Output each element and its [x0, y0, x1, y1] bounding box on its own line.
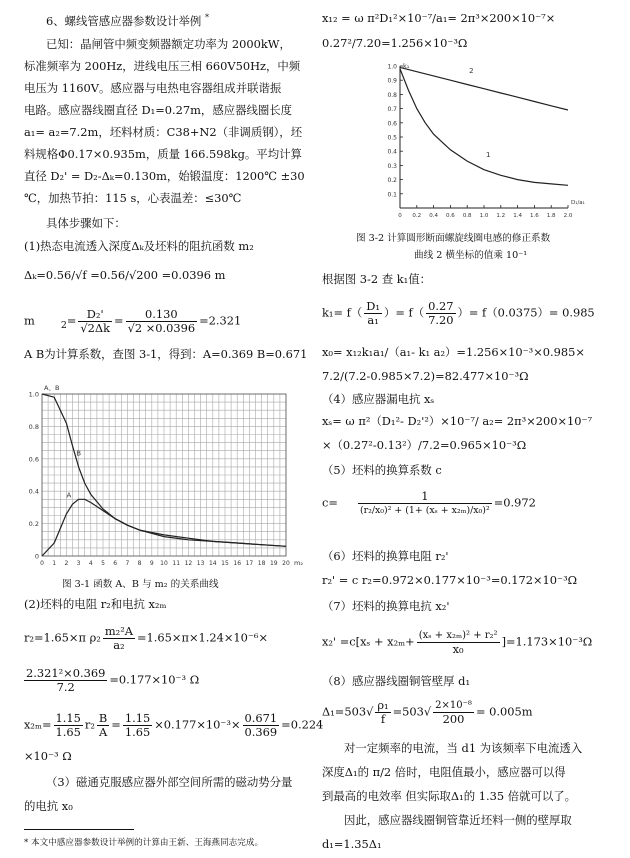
- step-1-title: (1)热态电流透入深度Δₖ及坯料的阻抗函数 m₂: [24, 239, 254, 253]
- equation-c: c= $\frac{1}{\text{(r₂/x₀)² + (1+ (xₛ + x₂ₘ)/x₀)²}}$ =0.972: [322, 489, 536, 516]
- x-tick-label: 8: [137, 560, 142, 567]
- curve-label-1: 1: [485, 150, 491, 159]
- paragraph-line: a₁= a₂=7.2m，坯料材质：C38+N2（非调质钢），坯: [24, 125, 303, 139]
- steps-title: 具体步骤如下：: [46, 216, 126, 230]
- x-tick-label: 5: [101, 560, 105, 567]
- x-tick-label: 0.4: [429, 213, 438, 219]
- y-tick-label: 0.2: [28, 520, 39, 529]
- y-tick-label: 1.0: [387, 63, 397, 71]
- step-2-title: (2)坯料的电阻 r₂和电抗 x₂ₘ: [24, 597, 167, 611]
- equation-delta1: Δ₁=503√ $\frac{\text{ρ₁}}{f}$ =503√ $\frac{\text{2×10⁻⁸}}{200}$ = 0.005m: [322, 698, 533, 726]
- x-tick-label: 1.0: [479, 213, 489, 219]
- step-6-title: （6）坯料的换算电阻 r₂': [322, 549, 449, 563]
- y-tick-label: 0.9: [387, 77, 397, 85]
- x-tick-label: 15: [221, 560, 229, 567]
- x-tick-label: 7: [125, 560, 130, 567]
- paragraph-line: 料规格Φ0.17×0.935m，质量 166.598kg。平均计算: [24, 147, 302, 161]
- equation-x12: x₁₂ = ω π²D₁²×10⁻⁷/a₁= 2π³×200×10⁻⁷×: [322, 11, 556, 25]
- y-tick-label: 0.3: [387, 162, 397, 170]
- y-axis-label: A、B: [44, 384, 60, 392]
- equation-x12-cont: 0.27²/7.20=1.256×10⁻³Ω: [322, 36, 468, 50]
- equation-xs: xₛ= ω π²（D₁²- D₂'²）×10⁻⁷/ a₂= 2π³×200×10⁻⁷: [322, 414, 593, 428]
- paragraph-line: 电路。感应器线圈直径 D₁=0.27m，感应器线圈长度: [24, 103, 293, 117]
- y-tick-label: 0.7: [387, 106, 397, 114]
- equation-x2m-tail: ×10⁻³ Ω: [24, 749, 72, 763]
- paragraph-line: ℃，加热节拍：115 s，心表温差：≤30℃: [24, 191, 242, 205]
- figure-3-1: [24, 380, 308, 570]
- figure-3-2: [378, 58, 585, 228]
- paragraph-line: 电压为 1160V。感应器与电热电容器组成并联谐振: [24, 81, 282, 95]
- chart-3-1-svg: [24, 380, 308, 570]
- equation-r2-prime: r₂' = c r₂=0.972×0.177×10⁻³=0.172×10⁻³Ω: [322, 573, 578, 587]
- x-tick-label: 1.2: [496, 213, 506, 219]
- curve-label-a: A: [66, 491, 72, 500]
- paragraph-line: 直径 D₂' = D₂-Δₖ=0.130m，始锻温度：1200℃ ±30: [24, 169, 305, 183]
- paragraph-line: 到最高的电效率 但实际取Δ₁的 1.35 倍就可以了。: [322, 789, 577, 803]
- x-tick-label: 1.4: [513, 213, 522, 219]
- paragraph-line: 已知：晶闸管中频变频器额定功率为 2000kW，: [46, 37, 291, 51]
- equation-k1: k₁= f（ $\frac{\text{D₁}}{\text{a₁}}$ ）= f（ $\frac{0.27}{7.20}$ ）= f（0.0375）= 0.985: [322, 299, 595, 327]
- x-tick-label: 16: [233, 560, 242, 567]
- x-tick-label: 0.6: [446, 213, 455, 219]
- equation-x2m: x₂ₘ= $\frac{1.15}{1.65}$ r₂ $\frac{B}{A}$ = $\frac{1.15}{1.65}$ ×0.177×10⁻³× $\frac{0.671}{0.369}$ =0.224: [24, 711, 324, 739]
- section-heading: 6、螺线管感应器参数设计举例 *: [46, 13, 209, 28]
- chart-3-2-svg: [378, 58, 585, 228]
- step-3-line: 的电抗 x₀: [24, 799, 73, 813]
- equation-delta-k: Δₖ=0.56/√f =0.56/√200 =0.0396 m: [24, 268, 226, 282]
- chart-background: [378, 58, 578, 228]
- paragraph-line: 深度Δ₁的 π/2 倍时，电阻值最小，感应器可以得: [322, 765, 566, 779]
- x-tick-label: 19: [269, 560, 278, 567]
- y-tick-label: 0.1: [387, 191, 397, 199]
- equation-r2: r₂=1.65×π ρ₂ $\frac{\text{m₂²A}}{\text{a₂}}$ =1.65×π×1.24×10⁻⁶×: [24, 624, 269, 652]
- equation-x0: x₀= x₁₂k₁a₁/（a₁- k₁ a₂）=1.256×10⁻³×0.985×: [322, 345, 585, 359]
- x-tick-label: 17: [245, 560, 254, 567]
- step-7-title: （7）坯料的换算电抗 x₂': [322, 599, 450, 613]
- x-tick-label: 9: [149, 560, 154, 567]
- step-5-title: （5）坯料的换算系数 c: [322, 463, 442, 477]
- y-tick-label: 0.2: [387, 177, 397, 185]
- figure-3-2-caption: 图 3-2 计算圆形断面螺旋线圈电感的修正系数: [356, 233, 551, 244]
- figure-3-1-caption: 图 3-1 函数 A、B 与 m₂ 的关系曲线: [62, 579, 219, 590]
- y-tick-label: 1.0: [28, 390, 39, 399]
- y-tick-label: 0.5: [387, 134, 397, 142]
- x-tick-label: 13: [196, 560, 205, 567]
- x-tick-label: 1.8: [546, 213, 556, 219]
- x-tick-label: 11: [172, 560, 181, 567]
- footnote: * 本文中感应器参数设计举例的计算由王新、王海燕同志完成。: [24, 838, 264, 848]
- y-axis-label: k₁: [403, 62, 410, 70]
- x-tick-label: 0: [40, 560, 44, 567]
- coefficients-ab: A B为计算系数，查图 3-1，得到：A=0.369 B=0.671: [24, 347, 308, 361]
- x-tick-label: 2: [64, 560, 69, 567]
- x-tick-label: 2.0: [563, 213, 573, 219]
- step-4-title: （4）感应器漏电抗 xₛ: [322, 392, 435, 406]
- equation-x0-cont: 7.2/(7.2-0.985×7.2)=82.477×10⁻³Ω: [322, 369, 529, 383]
- x-tick-label: 10: [160, 560, 168, 567]
- curve-label-b: B: [76, 449, 82, 458]
- x-tick-label: 3: [76, 560, 81, 567]
- y-tick-label: 0: [34, 552, 39, 561]
- x-axis-label: D₁/a₁: [571, 200, 585, 206]
- x-tick-label: 0: [398, 213, 402, 219]
- x-tick-label: 18: [257, 560, 266, 567]
- x-tick-label: 1: [52, 560, 57, 567]
- figure-3-2-note: 曲线 2 横坐标的值乘 10⁻¹: [414, 250, 528, 261]
- curve-label-2: 2: [469, 67, 474, 76]
- y-tick-label: 0.6: [28, 455, 39, 464]
- y-tick-label: 0.8: [387, 91, 397, 99]
- x-tick-label: 0.8: [462, 213, 472, 219]
- paragraph-line: 对一定频率的电流，当 d1 为该频率下电流透入: [344, 741, 583, 755]
- x-tick-label: 1.6: [530, 213, 539, 219]
- footnote-rule: [24, 829, 134, 830]
- lookup-k1: 根据图 3-2 查 k₁值：: [322, 272, 432, 286]
- x-axis-label: m₂: [294, 559, 303, 567]
- equation-r2-cont: $\frac{\text{2.321²×0.369}}{7.2}$ =0.177×10⁻³ Ω: [26, 666, 200, 694]
- equation-xs-cont: ×（0.27²-0.13²）/7.2=0.965×10⁻³Ω: [322, 438, 527, 452]
- x-tick-label: 20: [282, 560, 290, 567]
- paragraph-line: d₁=1.35Δ₁: [322, 837, 382, 851]
- x-tick-label: 14: [208, 560, 217, 567]
- equation-m2: m $_2$= $\frac{\text{D₂'}}{√2\Delta k}$ = $\frac{0.130}{√2 \times 0.0396}$ =2.321: [24, 307, 242, 335]
- step-8-title: （8）感应器线圈铜管壁厚 d₁: [322, 674, 471, 688]
- equation-x2-prime: x₂' =c[xₛ + x₂ₘ+ $\frac{\text{(xₛ + x₂ₘ)² + r₂²}}{\text{x₀}}$ ]=1.173×10⁻³Ω: [322, 630, 593, 656]
- x-tick-label: 0.2: [412, 213, 422, 219]
- x-tick-label: 6: [113, 560, 118, 567]
- x-tick-label: 4: [88, 560, 93, 567]
- step-3-line: （3）磁通克服感应器外部空间所需的磁动势分量: [46, 775, 293, 789]
- y-tick-label: 0.4: [387, 148, 397, 156]
- y-tick-label: 0.6: [387, 120, 397, 128]
- paragraph-line: 标准频率为 200Hz，进线电压三相 660V50Hz，中频: [24, 59, 301, 73]
- x-tick-label: 12: [184, 560, 193, 567]
- y-tick-label: 0.8: [28, 422, 39, 431]
- paragraph-line: 因此，感应器线圈铜管靠近坯料一侧的壁厚取: [344, 813, 572, 827]
- y-tick-label: 0.4: [28, 487, 39, 496]
